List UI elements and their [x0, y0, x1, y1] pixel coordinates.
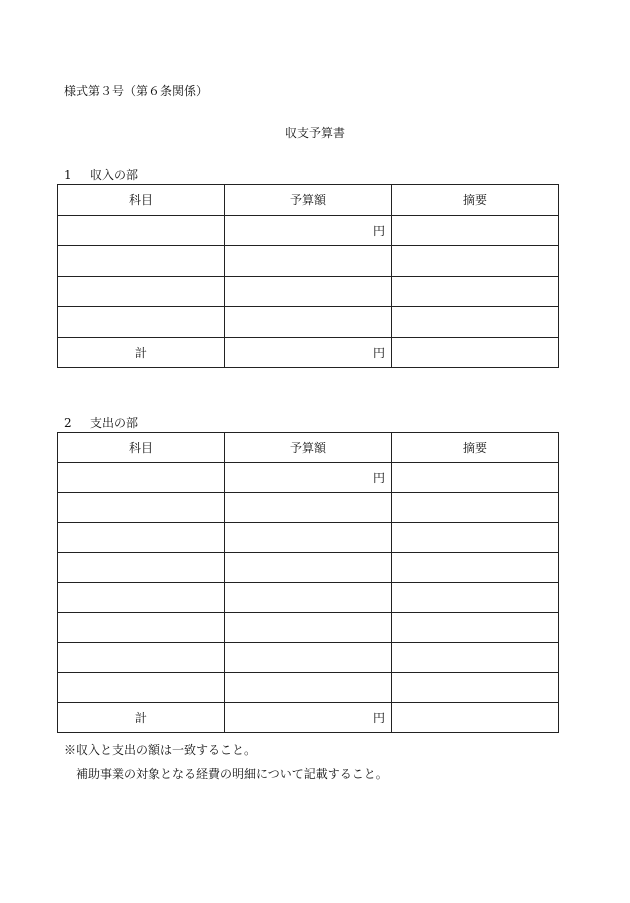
header-subject: 科目 — [58, 433, 225, 463]
remarks-cell[interactable] — [392, 463, 559, 493]
total-label: 計 — [58, 337, 225, 368]
subject-cell[interactable] — [58, 553, 225, 583]
table-row — [58, 276, 559, 307]
notes — [64, 738, 388, 786]
subject-cell[interactable] — [58, 523, 225, 553]
amount-cell[interactable]: 円 — [225, 215, 392, 246]
total-label: 計 — [58, 703, 225, 733]
amount-cell[interactable] — [225, 307, 392, 338]
amount-cell[interactable] — [225, 553, 392, 583]
header-remarks: 摘要 — [392, 433, 559, 463]
subject-cell[interactable] — [58, 613, 225, 643]
header-budget-amount: 予算額 — [225, 433, 392, 463]
total-remarks-cell[interactable] — [392, 703, 559, 733]
table-row — [58, 307, 559, 338]
amount-cell[interactable]: 円 — [225, 463, 392, 493]
table-row — [58, 583, 559, 613]
amount-cell[interactable] — [225, 493, 392, 523]
expense-table — [57, 432, 559, 733]
subject-cell[interactable] — [58, 673, 225, 703]
income-section-heading — [64, 166, 138, 183]
form-number: 様式第３号（第６条関係） — [64, 84, 209, 98]
remarks-cell[interactable] — [392, 613, 559, 643]
expense-total-row — [58, 703, 559, 733]
table-row — [58, 246, 559, 277]
note-balance: ※収入と支出の額は一致すること。 — [64, 743, 257, 757]
remarks-cell[interactable] — [392, 276, 559, 307]
remarks-cell[interactable] — [392, 307, 559, 338]
remarks-cell[interactable] — [392, 493, 559, 523]
remarks-cell[interactable] — [392, 673, 559, 703]
table-row — [58, 523, 559, 553]
amount-cell[interactable] — [225, 643, 392, 673]
table-row — [58, 673, 559, 703]
subject-cell[interactable] — [58, 246, 225, 277]
table-row — [58, 613, 559, 643]
remarks-cell[interactable] — [392, 215, 559, 246]
income-total-row — [58, 337, 559, 368]
income-table — [57, 184, 559, 368]
subject-cell[interactable] — [58, 276, 225, 307]
table-row — [58, 493, 559, 523]
header-subject: 科目 — [58, 185, 225, 216]
total-amount-cell[interactable]: 円 — [225, 337, 392, 368]
header-remarks: 摘要 — [392, 185, 559, 216]
document-title: 収支予算書 — [284, 126, 345, 140]
remarks-cell[interactable] — [392, 246, 559, 277]
subject-cell[interactable] — [58, 643, 225, 673]
remarks-cell[interactable] — [392, 523, 559, 553]
table-row — [58, 463, 559, 493]
amount-cell[interactable] — [225, 246, 392, 277]
subject-cell[interactable] — [58, 493, 225, 523]
subject-cell[interactable] — [58, 215, 225, 246]
expense-section-number: 2 — [64, 416, 72, 430]
remarks-cell[interactable] — [392, 643, 559, 673]
amount-cell[interactable] — [225, 276, 392, 307]
expense-section-label: 支出の部 — [90, 416, 139, 430]
amount-cell[interactable] — [225, 673, 392, 703]
remarks-cell[interactable] — [392, 583, 559, 613]
expense-header-row — [58, 433, 559, 463]
table-row — [58, 215, 559, 246]
expense-section-heading — [64, 414, 138, 431]
remarks-cell[interactable] — [392, 553, 559, 583]
total-amount-cell[interactable]: 円 — [225, 703, 392, 733]
header-budget-amount: 予算額 — [225, 185, 392, 216]
subject-cell[interactable] — [58, 583, 225, 613]
total-remarks-cell[interactable] — [392, 337, 559, 368]
income-section-number: 1 — [64, 168, 72, 182]
subject-cell[interactable] — [58, 463, 225, 493]
amount-cell[interactable] — [225, 583, 392, 613]
note-detail: 補助事業の対象となる経費の明細について記載すること。 — [76, 767, 388, 781]
table-row — [58, 643, 559, 673]
subject-cell[interactable] — [58, 307, 225, 338]
amount-cell[interactable] — [225, 523, 392, 553]
amount-cell[interactable] — [225, 613, 392, 643]
income-section-label: 収入の部 — [90, 168, 139, 182]
table-row — [58, 553, 559, 583]
income-header-row — [58, 185, 559, 216]
